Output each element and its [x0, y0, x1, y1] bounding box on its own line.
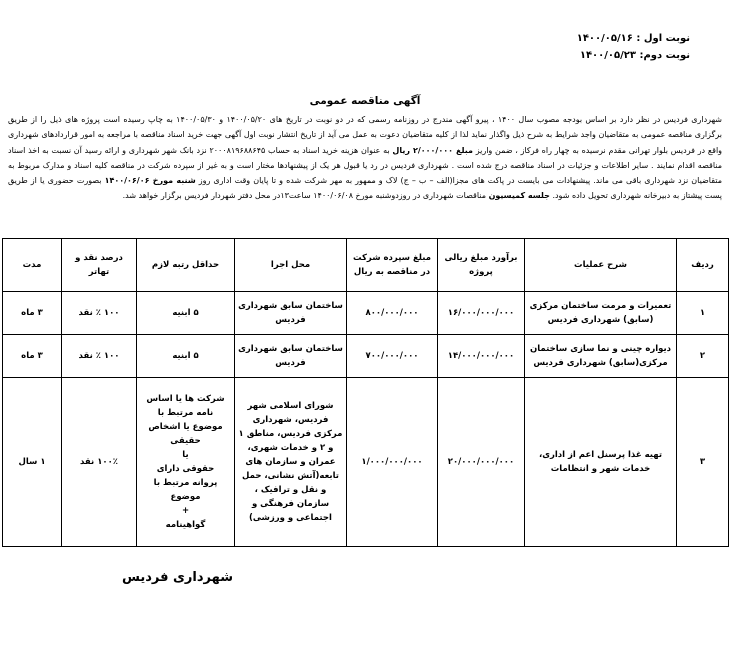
header-duration: مدت: [3, 239, 62, 292]
row-min-grade: ۵ ابنیه: [137, 335, 235, 378]
min-grade-line: حقیقی: [170, 436, 201, 446]
notice-commission: جلسه کمیسیون: [488, 191, 550, 201]
notice-body: [8, 112, 722, 204]
row-description: تعمیرات و مرمت ساختمان مرکزی (سابق) شهرداری فردیس: [525, 292, 677, 335]
projects-table: [2, 238, 729, 547]
table-row: [3, 292, 729, 335]
min-grade-line: حقوقی دارای: [156, 464, 215, 474]
row-deposit: ۷۰۰/۰۰۰/۰۰۰: [347, 335, 438, 378]
row-number: ۱: [677, 292, 729, 335]
notice-dates: [577, 30, 690, 64]
header-description: شرح عملیات: [525, 239, 677, 292]
row-duration: ۱ سال: [3, 378, 62, 547]
row-deposit: ۱/۰۰۰/۰۰۰/۰۰۰: [347, 378, 438, 547]
row-duration: ۳ ماه: [3, 292, 62, 335]
row-cash-percent: ۱۰۰ ٪ نقد: [62, 292, 137, 335]
notice-fee: مبلغ ۲/۰۰۰/۰۰۰ ریال: [392, 145, 473, 155]
table-row: [3, 378, 729, 547]
notice-text-4: مناقصات شهرداری در روزدوشنبه مورخ ۱۴۰۰/۰۶/۰۸ ساعت۱۳در محل دفتر شهردار فردیس برگزار خواهد شد.: [122, 191, 487, 201]
header-location: محل اجرا: [235, 239, 347, 292]
min-grade-line: +: [181, 506, 190, 516]
min-grade-line: موضوع: [170, 492, 201, 502]
notice-text-2: به عنوان هزینه خرید اسناد به حساب ۲۰۰۰۸۱۹۶۸۸۶۴۵ نزد بانک شهر شهرداری و ارائه رسید آن نسبت به اخذ اسناد مناقصه اقدام نمایند . سایر اطلاعات و جزئیات در اسناد مناقصه درج شده است . شهرداری فردیس در رد یا قبول هر یک از پیشنهادها مختار است و به غیر از سپرده شرکت در مناقصه کلیه اسناد و مدارک مربوط به متقاضیان نزد شهرداری باقی می ماند. پیشنهادات می بایست در پاکت های مجزا(الف – ب – ج) لاک و ممهور به مهر شرکت شده و تا پایان وقت اداری روز: [8, 145, 722, 186]
first-notice-date: نوبت اول : ۱۴۰۰/۰۵/۱۶: [576, 33, 690, 44]
row-location: ساختمان سابق شهرداری فردیس: [235, 292, 347, 335]
row-duration: ۳ ماه: [3, 335, 62, 378]
row-location: ساختمان سابق شهرداری فردیس: [235, 335, 347, 378]
header-estimate: برآورد مبلغ ریالی پروژه: [438, 239, 525, 292]
min-grade-line: نامه مرتبط با: [157, 408, 214, 418]
row-estimate: ۱۴/۰۰۰/۰۰۰/۰۰۰: [438, 335, 525, 378]
header-deposit: مبلغ سپرده شرکت در مناقصه به ریال: [347, 239, 438, 292]
notice-text-3: بصورت حضوری یا از طریق پست پیشتاز به دبیرخانه شهرداری تحویل داده شود.: [8, 176, 722, 201]
table-header-row: [3, 239, 729, 292]
min-grade-line: پروانه مرتبط با: [153, 478, 218, 488]
row-min-grade: ۵ ابنیه: [137, 292, 235, 335]
min-grade-line: شرکت ها یا اساس: [146, 394, 225, 404]
signature-municipality: شهرداری فردیس: [121, 570, 233, 585]
row-estimate: ۲۰/۰۰۰/۰۰۰/۰۰۰: [438, 378, 525, 547]
row-number: ۲: [677, 335, 729, 378]
row-description: تهیه غذا پرسنل اعم از اداری، خدمات شهر و انتظامات: [525, 378, 677, 547]
row-cash-percent: ۱۰۰ ٪ نقد: [62, 335, 137, 378]
notice-title: آگهی مناقصه عمومی: [309, 95, 421, 107]
notice-deadline: شنبه مورخ ۱۴۰۰/۰۶/۰۶: [104, 176, 196, 186]
second-notice-date: نوبت دوم: ۱۴۰۰/۰۵/۲۳: [579, 50, 690, 61]
row-estimate: ۱۶/۰۰۰/۰۰۰/۰۰۰: [438, 292, 525, 335]
min-grade-line: گواهینامه: [165, 520, 206, 530]
header-row-number: ردیف: [677, 239, 729, 292]
row-description: دیواره چینی و نما سازی ساختمان مرکزی(سابق) شهرداری فردیس: [525, 335, 677, 378]
header-cash-percent: درصد نقد و تهاتر: [62, 239, 137, 292]
row-number: ۳: [677, 378, 729, 547]
row-min-grade: [137, 378, 235, 547]
row-location: شورای اسلامی شهر فردیس، شهرداری مرکزی فردیس، مناطق ۱ و ۲ و خدمات شهری، عمران و سازمان های تابعه(آتش نشانی، حمل و نقل و ترافیک ، سازمان فرهنگی و اجتماعی و ورزشی): [235, 378, 347, 547]
row-deposit: ۸۰۰/۰۰۰/۰۰۰: [347, 292, 438, 335]
min-grade-line: موضوع یا اشخاص: [148, 422, 223, 432]
table-row: [3, 335, 729, 378]
header-min-grade: حداقل رتبه لازم: [137, 239, 235, 292]
notice-text-1: شهرداری فردیس در نظر دارد بر اساس بودجه مصوب سال ۱۴۰۰ ، پیرو آگهی مندرج در روزنامه رسمی که در دو نوبت در تاریخ های ۱۴۰۰/۰۵/۲۰ و ۱۴۰۰/۰۵/۳۰ به چاپ رسیده است پروژه های ذیل را از طریق برگزاری مناقصه عمومی به متقاضیان واجد شرایط به شرح ذیل واگذار نماید لذا از کلیه متقاضیان دعوت به عمل می آید از تاریخ انتشار نوبت اول آگهی جهت خرید اسناد مناقصه با مراجعه به امور قراردادهای شهرداری واقع در فردیس بلوار تهرانی مقدم نرسیده به چهار راه فرکاز ، ضمن واریز: [8, 115, 723, 155]
row-cash-percent: ۱۰۰٪ نقد: [62, 378, 137, 547]
min-grade-line: یا: [182, 450, 189, 460]
